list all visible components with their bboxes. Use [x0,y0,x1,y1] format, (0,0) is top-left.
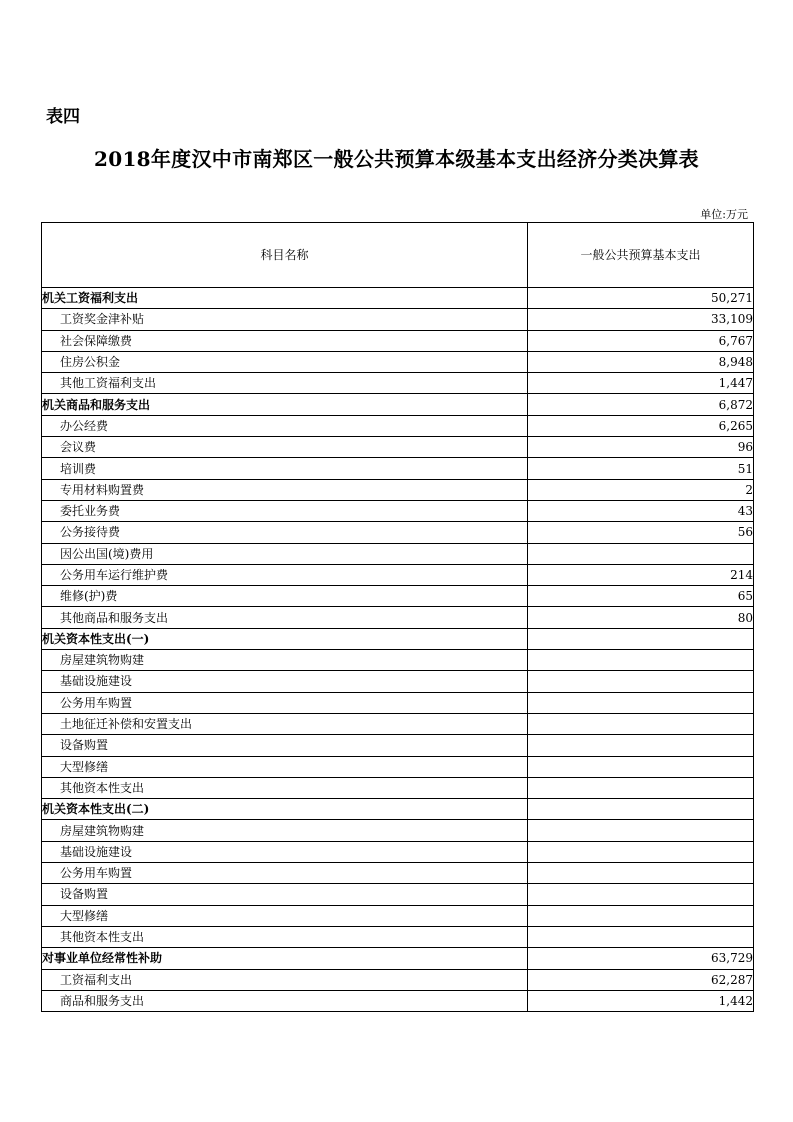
row-amount-value [528,820,754,841]
row-subject-name: 房屋建筑物购建 [42,650,528,671]
row-amount-value [528,926,754,947]
row-subject-name: 大型修缮 [42,905,528,926]
row-subject-name: 公务用车运行维护费 [42,564,528,585]
row-subject-name: 大型修缮 [42,756,528,777]
table-row [42,799,754,820]
table-row [42,713,754,734]
table-row [42,351,754,372]
table-row [42,905,754,926]
row-subject-name: 专用材料购置费 [42,479,528,500]
row-subject-name: 公务接待费 [42,522,528,543]
row-amount-value: 2 [528,479,754,500]
table-row [42,628,754,649]
table-row [42,926,754,947]
row-amount-value [528,841,754,862]
table-row [42,522,754,543]
row-subject-name: 机关资本性支出(二) [42,799,528,820]
table-row [42,841,754,862]
table-row [42,586,754,607]
row-amount-value: 65 [528,586,754,607]
row-subject-name: 工资奖金津补贴 [42,309,528,330]
row-amount-value: 214 [528,564,754,585]
table-row [42,479,754,500]
expenditure-table [41,222,754,1012]
table-row [42,820,754,841]
row-amount-value [528,884,754,905]
table-number-label: 表四 [46,107,80,127]
row-subject-name: 培训费 [42,458,528,479]
row-subject-name: 住房公积金 [42,351,528,372]
row-amount-value: 1,442 [528,990,754,1011]
table-row [42,415,754,436]
row-subject-name: 设备购置 [42,884,528,905]
row-subject-name: 土地征迁补偿和安置支出 [42,713,528,734]
row-subject-name: 办公经费 [42,415,528,436]
row-amount-value: 96 [528,437,754,458]
row-subject-name: 基础设施建设 [42,841,528,862]
table-row [42,650,754,671]
row-amount-value [528,777,754,798]
row-amount-value: 6,872 [528,394,754,415]
row-subject-name: 设备购置 [42,735,528,756]
table-row [42,969,754,990]
row-amount-value: 8,948 [528,351,754,372]
row-amount-value: 56 [528,522,754,543]
table-row [42,500,754,521]
row-subject-name: 社会保障缴费 [42,330,528,351]
row-subject-name: 维修(护)费 [42,586,528,607]
row-subject-name: 其他资本性支出 [42,926,528,947]
column-header-amount: 一般公共预算基本支出 [528,223,754,288]
row-amount-value [528,650,754,671]
row-subject-name: 机关工资福利支出 [42,288,528,309]
unit-label: 单位:万元 [700,208,748,221]
table-row [42,990,754,1011]
table-row [42,373,754,394]
row-subject-name: 房屋建筑物购建 [42,820,528,841]
row-amount-value [528,905,754,926]
row-amount-value [528,863,754,884]
row-amount-value: 63,729 [528,948,754,969]
table-header-row [42,223,754,288]
table-row [42,607,754,628]
table-row [42,884,754,905]
row-amount-value: 1,447 [528,373,754,394]
document-title: 2018年度汉中市南郑区一般公共预算本级基本支出经济分类决算表 [94,147,699,171]
table-body [42,288,754,1012]
row-amount-value [528,799,754,820]
row-amount-value: 33,109 [528,309,754,330]
row-amount-value: 62,287 [528,969,754,990]
table-row [42,543,754,564]
table-row [42,756,754,777]
table-row [42,564,754,585]
row-subject-name: 会议费 [42,437,528,458]
table-row [42,692,754,713]
table-row [42,458,754,479]
row-subject-name: 委托业务费 [42,500,528,521]
row-amount-value: 51 [528,458,754,479]
row-subject-name: 因公出国(境)费用 [42,543,528,564]
table-row [42,863,754,884]
column-header-subject: 科目名称 [42,223,528,288]
row-amount-value [528,713,754,734]
row-amount-value: 6,265 [528,415,754,436]
row-amount-value [528,735,754,756]
row-amount-value [528,671,754,692]
row-amount-value [528,756,754,777]
row-subject-name: 机关商品和服务支出 [42,394,528,415]
table-row [42,309,754,330]
table-row [42,735,754,756]
row-amount-value [528,628,754,649]
row-subject-name: 工资福利支出 [42,969,528,990]
table-row [42,330,754,351]
row-amount-value [528,543,754,564]
table-row [42,777,754,798]
table-row [42,394,754,415]
row-subject-name: 其他工资福利支出 [42,373,528,394]
row-amount-value: 50,271 [528,288,754,309]
row-subject-name: 对事业单位经常性补助 [42,948,528,969]
table-row [42,671,754,692]
row-subject-name: 基础设施建设 [42,671,528,692]
row-amount-value: 80 [528,607,754,628]
row-subject-name: 公务用车购置 [42,863,528,884]
row-amount-value: 6,767 [528,330,754,351]
row-subject-name: 商品和服务支出 [42,990,528,1011]
row-amount-value [528,692,754,713]
row-subject-name: 其他商品和服务支出 [42,607,528,628]
row-subject-name: 其他资本性支出 [42,777,528,798]
table-row [42,948,754,969]
table-row [42,437,754,458]
table-row [42,288,754,309]
row-subject-name: 公务用车购置 [42,692,528,713]
row-amount-value: 43 [528,500,754,521]
row-subject-name: 机关资本性支出(一) [42,628,528,649]
